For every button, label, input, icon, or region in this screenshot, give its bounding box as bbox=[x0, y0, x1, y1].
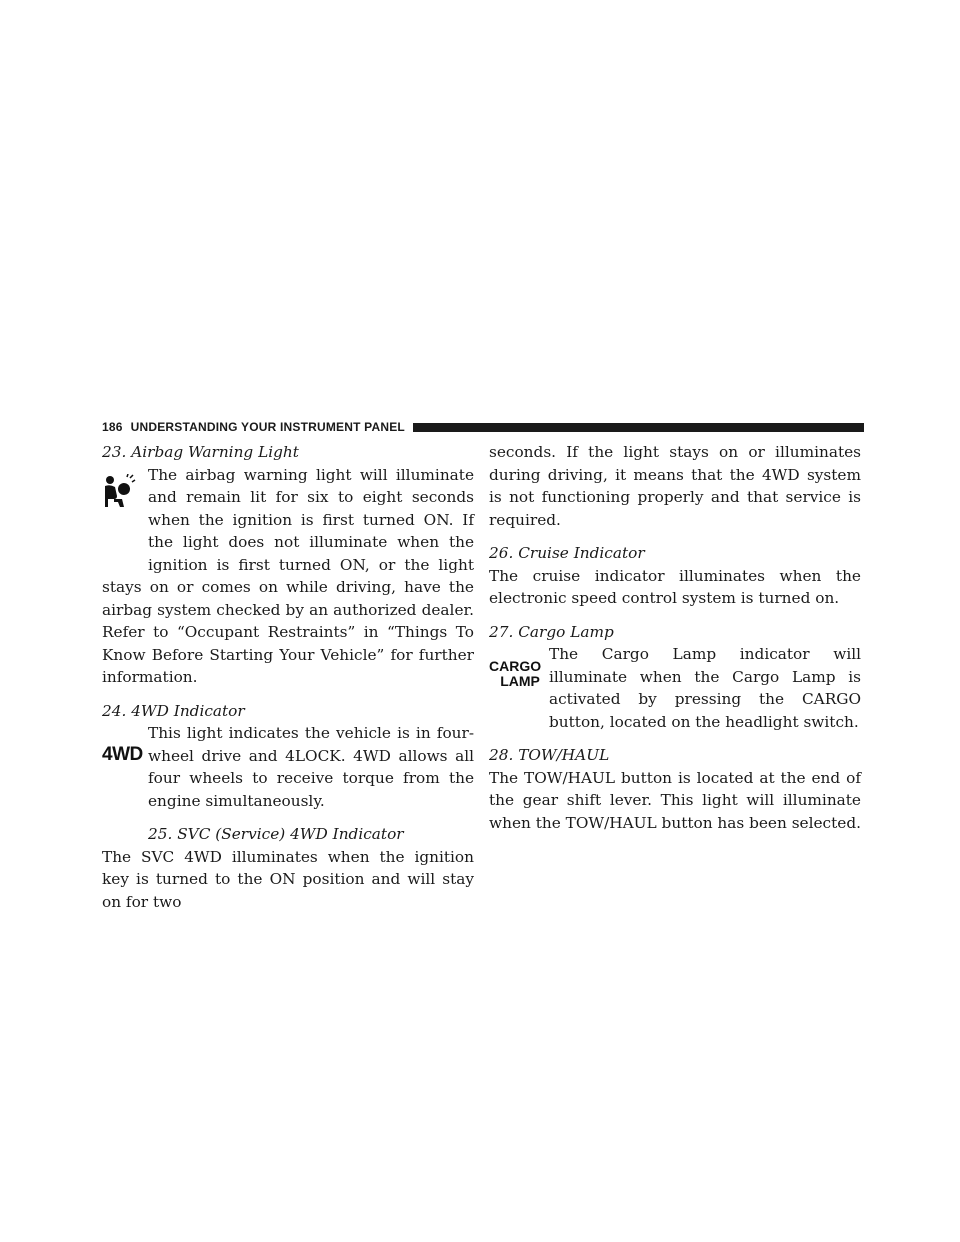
item-svc-continued bbox=[489, 441, 861, 531]
item-text: The Cargo Lamp indicator will illuminate when the Cargo Lamp is activated by pressing the CARGO button, located on the headlight switch. bbox=[549, 645, 861, 731]
4wd-icon-box bbox=[102, 722, 148, 824]
left-column bbox=[102, 441, 474, 924]
item-heading: 25. SVC (Service) 4WD Indicator bbox=[148, 825, 404, 843]
item-airbag bbox=[102, 441, 474, 689]
item-4wd bbox=[102, 700, 474, 813]
item-text: This light indicates the vehicle is in four-wheel drive and 4LOCK. 4WD allows all four wheels to receive torque from the engine simultaneously. bbox=[148, 724, 474, 810]
item-heading: 23. Airbag Warning Light bbox=[102, 443, 299, 461]
item-svc bbox=[102, 823, 474, 913]
cargo-lamp-icon-line1: CARGO bbox=[489, 658, 542, 674]
item-heading: 26. Cruise Indicator bbox=[489, 544, 645, 562]
item-cargo bbox=[489, 621, 861, 734]
item-text: The airbag warning light will illuminate and remain lit for six to eight seconds when the ignition is first turned ON. If the light does not illuminate when the ignition is first turned ON, or the light stays on or comes on while driving, have the airbag system checked by an authorized dealer. Refer to “Occupant Restraints” in “Things To Know Before Starting Your Vehicle” for further information. bbox=[102, 465, 474, 686]
page-header bbox=[102, 417, 864, 437]
item-text: The cruise indicator illuminates when the electronic speed control system is turned on. bbox=[489, 566, 861, 607]
item-text: seconds. If the light stays on or illuminates during driving, it means that the 4WD system is not functioning properly and that service is required. bbox=[489, 443, 861, 529]
cargo-lamp-icon bbox=[489, 659, 541, 689]
cargo-lamp-icon-line2: LAMP bbox=[500, 673, 540, 689]
section-title: UNDERSTANDING YOUR INSTRUMENT PANEL bbox=[130, 420, 405, 434]
item-heading: 28. TOW/HAUL bbox=[489, 746, 610, 764]
item-text: The SVC 4WD illuminates when the ignition key is turned to the ON position and will stay on for two bbox=[102, 847, 474, 911]
item-heading: 27. Cargo Lamp bbox=[489, 622, 614, 641]
item-heading: 24. 4WD Indicator bbox=[102, 701, 245, 720]
cargo-icon-box bbox=[489, 643, 549, 739]
airbag-icon-box bbox=[102, 464, 148, 562]
4wd-indicator-icon: 4WD bbox=[102, 744, 143, 765]
item-cruise bbox=[489, 542, 861, 610]
header-rule bbox=[413, 423, 864, 432]
item-text: The TOW/HAUL button is located at the end of the gear shift lever. This light will illuminate when the TOW/HAUL button has been selected. bbox=[489, 768, 861, 832]
right-column bbox=[489, 441, 861, 845]
page-number: 186 bbox=[102, 420, 123, 434]
item-towhaul bbox=[489, 744, 861, 834]
airbag-warning-icon bbox=[102, 474, 136, 508]
